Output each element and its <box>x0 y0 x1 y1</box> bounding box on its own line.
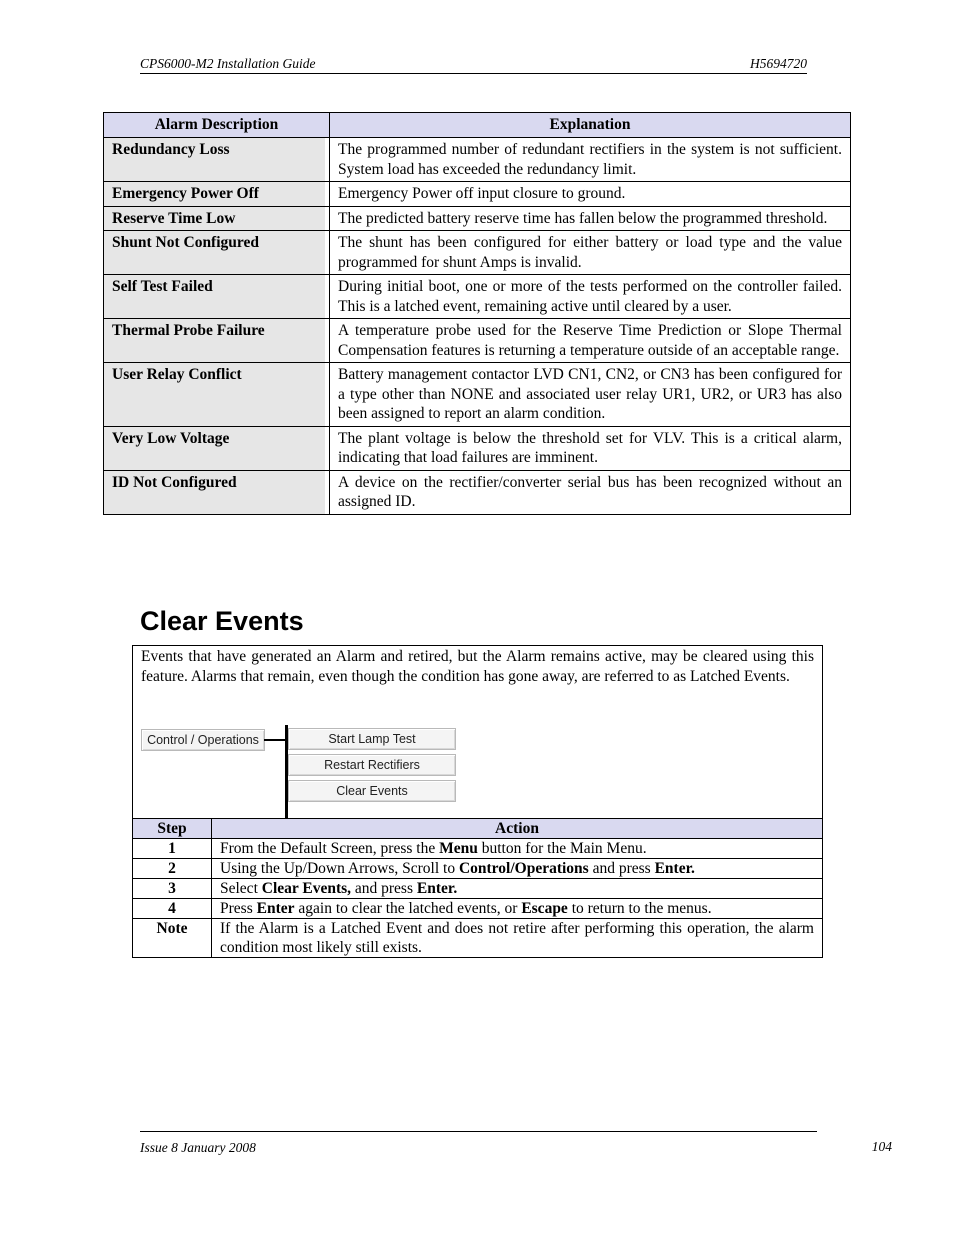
issue-date: Issue 8 January 2008 <box>140 1140 256 1155</box>
alarm-explanation: The shunt has been configured for either battery or load type and the value programmed for shunt Amps is invalid. <box>330 231 851 275</box>
clear-events-box <box>132 645 823 818</box>
step-action <box>212 859 823 879</box>
menu-item-start-lamp-test: Start Lamp Test <box>288 728 456 750</box>
step-header: Step <box>133 819 212 839</box>
document-number: H5694720 <box>750 56 807 71</box>
action-text: From the Default Screen, press the <box>220 840 440 857</box>
action-text: Press <box>220 900 257 917</box>
step-number: 1 <box>133 839 212 859</box>
menu-connector-horizontal <box>264 739 286 741</box>
table-row <box>104 138 851 182</box>
document-title: CPS6000-M2 Installation Guide <box>140 56 316 71</box>
table-row <box>104 319 851 363</box>
table-row <box>133 919 823 958</box>
table-row <box>104 182 851 207</box>
explanation-header: Explanation <box>330 113 851 138</box>
action-header: Action <box>212 819 823 839</box>
table-row <box>104 206 851 231</box>
action-emphasis: Control/Operations <box>458 860 589 877</box>
alarm-table-header-row <box>104 113 851 138</box>
step-action <box>212 899 823 919</box>
alarm-name: Redundancy Loss <box>104 138 330 182</box>
table-row <box>133 899 823 919</box>
step-number: 2 <box>133 859 212 879</box>
menu-parent-control-operations: Control / Operations <box>141 729 265 751</box>
action-text: and press <box>351 880 417 897</box>
alarm-explanation: A temperature probe used for the Reserve Time Prediction or Slope Thermal Compensation features is returning a temperature outside of an acceptable range. <box>330 319 851 363</box>
page-header <box>140 56 807 74</box>
action-text: to return to the menus. <box>567 900 712 917</box>
table-row <box>104 363 851 427</box>
section-title: Clear Events <box>140 606 304 636</box>
alarm-name: Self Test Failed <box>104 275 330 319</box>
alarm-table <box>103 112 851 515</box>
step-action <box>212 879 823 899</box>
action-emphasis: Enter. <box>654 860 695 877</box>
page-number: 104 <box>871 1139 892 1154</box>
action-text: If the Alarm is a Latched Event and does not retire after performing this operation, the alarm condition most likely still exists. <box>220 920 814 956</box>
alarm-explanation: The predicted battery reserve time has fallen below the programmed threshold. <box>330 206 851 231</box>
alarm-name: Shunt Not Configured <box>104 231 330 275</box>
step-action <box>212 839 823 859</box>
table-row <box>104 275 851 319</box>
alarm-name: Reserve Time Low <box>104 206 330 231</box>
action-emphasis: Enter <box>256 900 295 917</box>
step-number: 3 <box>133 879 212 899</box>
step-number: Note <box>133 919 212 958</box>
table-row <box>104 426 851 470</box>
step-action <box>212 919 823 958</box>
action-emphasis: Clear Events, <box>261 880 352 897</box>
alarm-name: Thermal Probe Failure <box>104 319 330 363</box>
action-text: again to clear the latched events, or <box>294 900 522 917</box>
action-text: Select <box>220 880 262 897</box>
clear-events-intro: Events that have generated an Alarm and retired, but the Alarm remains active, may be cleared using this feature. Alarms that remain, even though the condition has gone away, are referred to as Latched Events. <box>141 648 814 685</box>
table-row <box>133 859 823 879</box>
action-text: button for the Main Menu. <box>477 840 647 857</box>
alarm-explanation: The plant voltage is below the threshold set for VLV. This is a critical alarm, indicating that load failures are imminent. <box>330 426 851 470</box>
alarm-explanation: During initial boot, one or more of the tests performed on the controller failed. This is a latched event, remaining active until cleared by a user. <box>330 275 851 319</box>
menu-item-restart-rectifiers: Restart Rectifiers <box>288 754 456 776</box>
alarm-explanation: Emergency Power off input closure to ground. <box>330 182 851 207</box>
action-text: and press <box>588 860 655 877</box>
alarm-explanation: The programmed number of redundant rectifiers in the system is not sufficient. System load has exceeded the redundancy limit. <box>330 138 851 182</box>
action-emphasis: Menu <box>439 840 478 857</box>
table-row <box>104 231 851 275</box>
table-row <box>133 839 823 859</box>
action-emphasis: Escape <box>521 900 568 917</box>
action-emphasis: Enter. <box>416 880 458 897</box>
alarm-name: Emergency Power Off <box>104 182 330 207</box>
step-number: 4 <box>133 899 212 919</box>
action-text: Using the Up/Down Arrows, Scroll to <box>220 860 459 877</box>
steps-table-header-row <box>133 819 823 839</box>
menu-diagram <box>133 646 822 818</box>
menu-item-clear-events: Clear Events <box>288 780 456 802</box>
table-row <box>104 470 851 514</box>
alarm-description-header: Alarm Description <box>104 113 330 138</box>
alarm-name: User Relay Conflict <box>104 363 330 427</box>
alarm-explanation: Battery management contactor LVD CN1, CN2, or CN3 has been configured for a type other than NONE and associated user relay UR1, UR2, or UR3 has also been assigned to report an alarm condition. <box>330 363 851 427</box>
alarm-explanation: A device on the rectifier/converter serial bus has been recognized without an assigned ID. <box>330 470 851 514</box>
alarm-name: Very Low Voltage <box>104 426 330 470</box>
page-footer <box>140 1131 817 1155</box>
table-row <box>133 879 823 899</box>
steps-table <box>132 818 823 958</box>
alarm-name: ID Not Configured <box>104 470 330 514</box>
